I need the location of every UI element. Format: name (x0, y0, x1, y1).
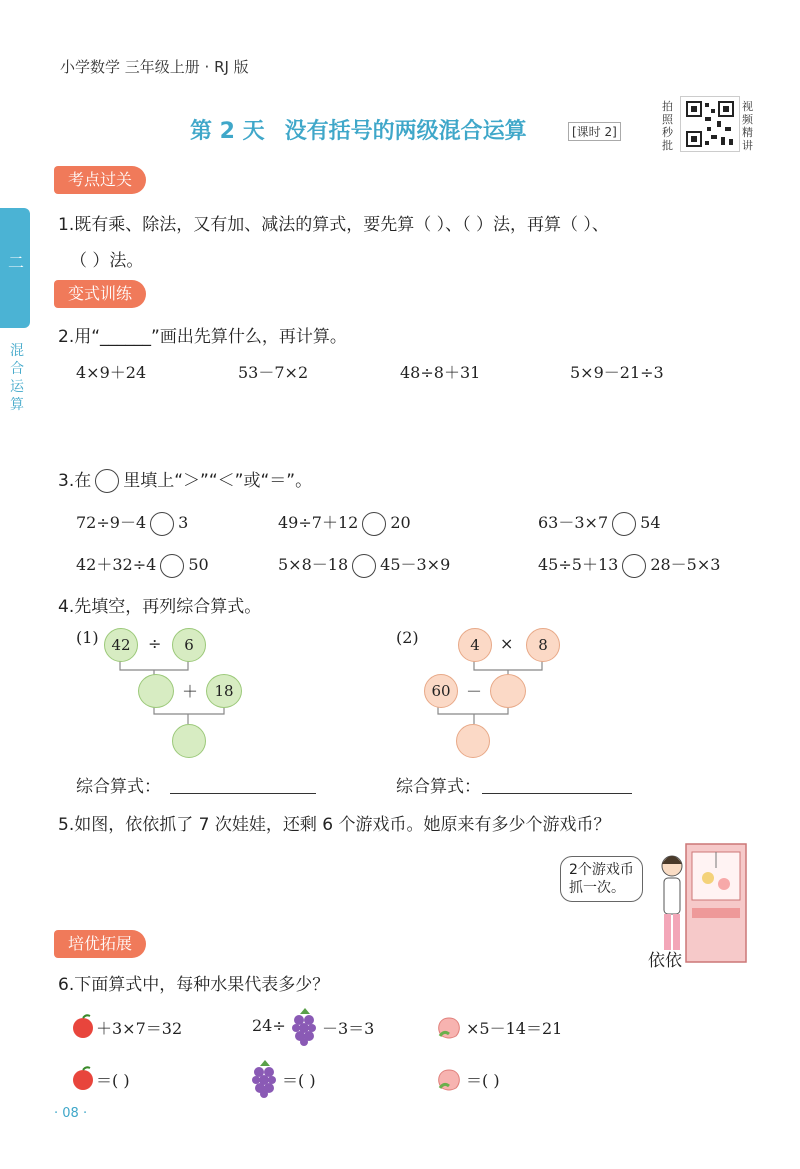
bubble-6: 6 (172, 628, 206, 662)
q2-expression-4: 5×9－21÷3 (570, 363, 664, 382)
q3-left: 72÷9－4 (76, 513, 147, 532)
speech-bubble (560, 856, 643, 902)
q3-right: 28－5×3 (650, 555, 721, 574)
qr-right-label: 视频精讲 (742, 100, 753, 152)
q6-equation-3: ×5－14＝21 (466, 1019, 563, 1038)
apple-icon (70, 1014, 96, 1038)
bubble-4: 4 (458, 628, 492, 662)
blank-bubble[interactable] (490, 674, 526, 708)
op-divide: ÷ (148, 634, 162, 653)
bubble-18: 18 (206, 674, 242, 708)
peach-answer[interactable]: ＝( ) (466, 1071, 500, 1090)
q3-right: 45－3×9 (380, 555, 451, 574)
bubble-60: 60 (424, 674, 458, 708)
question-2-text: 2.用“______”画出先算什么，再计算。 (58, 327, 347, 347)
question-1-line1: 1.既有乘、除法，又有加、减法的算式，要先算（ ）、（ ）法，再算（ ）、 (58, 215, 609, 235)
answer-circle[interactable] (362, 512, 386, 536)
qr-left-label: 拍照秒批 (662, 100, 673, 152)
q3-item (76, 510, 188, 536)
question-1-line2: （ ）法。 (70, 251, 144, 271)
question-6-text: 6.下面算式中，每种水果代表多少？ (58, 975, 330, 995)
peach-icon (434, 1064, 464, 1092)
lesson-badge: [课时 2] (568, 122, 621, 141)
grapes-icon (250, 1058, 280, 1098)
qr-code-icon[interactable] (680, 96, 740, 152)
side-chapter-text: 混合运算 (10, 343, 24, 413)
section-label-1: 考点过关 (54, 166, 146, 194)
q3-left: 45÷5＋13 (538, 555, 619, 574)
q2-expression-2: 53－7×2 (238, 363, 309, 382)
speech-line: 2个游戏币 (569, 862, 634, 878)
bubble-8: 8 (526, 628, 560, 662)
page-title (190, 114, 527, 145)
answer-line-2[interactable] (482, 792, 632, 794)
q2-expression-3: 48÷8＋31 (400, 363, 481, 382)
grapes-answer[interactable]: ＝( ) (282, 1071, 316, 1090)
answer-circle[interactable] (612, 512, 636, 536)
q6-equation-2b: －3＝3 (322, 1019, 375, 1038)
q3-right: 54 (640, 513, 661, 532)
side-tab-label: 二 (8, 253, 25, 272)
q6-equation-2a: 24÷ (252, 1016, 286, 1035)
q3-left: 63－3×7 (538, 513, 609, 532)
q3-left: 49÷7＋12 (278, 513, 359, 532)
section-label-3: 培优拓展 (54, 930, 146, 958)
q3-item (278, 510, 411, 536)
question-5-text: 5.如图，依依抓了 7 次娃娃，还剩 6 个游戏币。她原来有多少个游戏币？ (58, 815, 611, 835)
blank-bubble[interactable] (456, 724, 490, 758)
q3-item (76, 552, 209, 578)
q2-expression-1: 4×9＋24 (76, 363, 147, 382)
op-minus: － (466, 682, 483, 701)
answer-circle[interactable] (352, 554, 376, 578)
apple-icon (70, 1066, 96, 1090)
q3-right: 20 (390, 513, 411, 532)
speech-line: 抓一次。 (569, 880, 625, 896)
character-name: 依依 (648, 951, 682, 971)
page-number: · 08 · (54, 1106, 88, 1121)
q6-equation-1: ＋3×7＝32 (96, 1019, 183, 1038)
answer-circle[interactable] (622, 554, 646, 578)
peach-icon (434, 1012, 464, 1040)
blank-bubble[interactable] (138, 674, 174, 708)
book-header: 小学数学 三年级上册 · RJ 版 (60, 58, 249, 76)
bubble-42: 42 (104, 628, 138, 662)
q3-right: 50 (188, 555, 209, 574)
q3-text-a: 3.在 (58, 471, 92, 491)
answer-circle[interactable] (160, 554, 184, 578)
q3-right: 3 (178, 513, 189, 532)
title-day: 第 2 天 (190, 119, 265, 144)
answer-circle[interactable] (150, 512, 174, 536)
question-3-text (58, 466, 312, 493)
q3-item (278, 552, 450, 578)
question-4-text: 4.先填空，再列综合算式。 (58, 597, 262, 617)
q3-left: 5×8－18 (278, 555, 349, 574)
tree-2-label: (2) (396, 628, 419, 647)
answer-line-1[interactable] (170, 792, 316, 794)
circle-icon (95, 469, 119, 493)
section-label-2: 变式训练 (54, 280, 146, 308)
op-times: × (500, 634, 514, 653)
formula-label-2: 综合算式： (396, 777, 481, 797)
q3-item (538, 510, 661, 536)
q3-text-b: 里填上“＞”“＜”或“＝”。 (123, 471, 313, 491)
blank-bubble[interactable] (172, 724, 206, 758)
grapes-icon (290, 1006, 320, 1046)
formula-label-1: 综合算式： (76, 777, 161, 797)
tree-1-label: (1) (76, 628, 99, 647)
q3-item (538, 552, 720, 578)
op-plus: ＋ (182, 682, 199, 701)
title-topic: 没有括号的两级混合运算 (284, 119, 527, 144)
apple-answer[interactable]: ＝( ) (96, 1071, 130, 1090)
q3-left: 42＋32÷4 (76, 555, 157, 574)
